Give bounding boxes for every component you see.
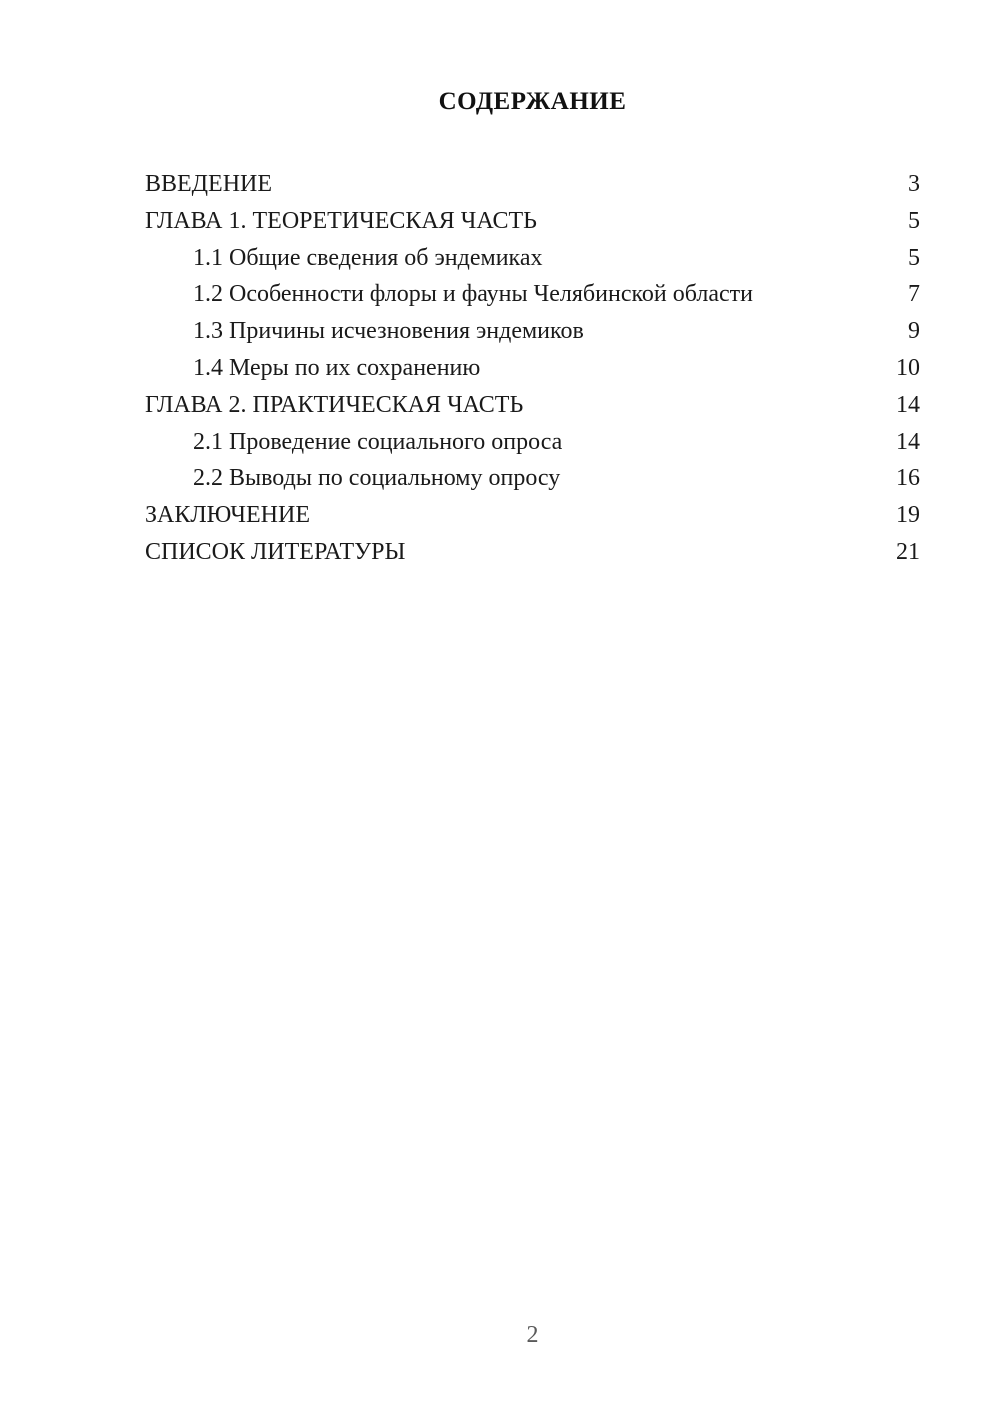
toc-entry-page-number: 10 <box>896 354 920 381</box>
toc-entry-label: 1.1 Общие сведения об эндемиках <box>193 244 543 271</box>
toc-entry <box>145 497 920 534</box>
toc-entry <box>145 387 920 424</box>
toc-entry <box>145 350 920 387</box>
toc-entry-label: 1.3 Причины исчезновения эндемиков <box>193 318 584 345</box>
toc-entry-page-number: 16 <box>896 465 920 492</box>
toc-entry-page-number: 21 <box>896 538 920 565</box>
toc-entry-page-number: 14 <box>896 391 920 418</box>
toc-entry-label: ГЛАВА 1. ТЕОРЕТИЧЕСКАЯ ЧАСТЬ <box>145 207 537 234</box>
toc-entry-page-number: 5 <box>908 244 920 271</box>
toc-entry-page-number: 3 <box>908 171 920 197</box>
page-title: СОДЕРЖАНИЕ <box>438 88 627 115</box>
toc-entry <box>145 424 920 461</box>
toc-entry-label: 2.1 Проведение социального опроса <box>193 428 563 455</box>
toc-entry <box>145 166 920 203</box>
toc-entry-page-number: 5 <box>908 207 920 234</box>
toc-entry <box>145 240 920 277</box>
toc-entry <box>145 534 920 571</box>
toc-entry <box>145 460 920 497</box>
toc-entry-label: СПИСОК ЛИТЕРАТУРЫ <box>145 538 406 565</box>
toc-entry-page-number: 9 <box>908 318 920 345</box>
toc-entry-page-number: 7 <box>908 281 920 308</box>
toc-entry-label: 2.2 Выводы по социальному опросу <box>193 465 561 492</box>
toc-list <box>145 166 920 571</box>
footer-page-number: 2 <box>526 1322 539 1348</box>
toc-entry <box>145 203 920 240</box>
toc-entry <box>145 313 920 350</box>
toc-entry-label: 1.2 Особенности флоры и фауны Челябинской области <box>193 281 753 308</box>
toc-entry <box>145 276 920 313</box>
toc-entry-label: 1.4 Меры по их сохранению <box>193 354 481 381</box>
toc-entry-label: ВВЕДЕНИЕ <box>145 171 273 197</box>
toc-entry-page-number: 14 <box>896 428 920 455</box>
toc-entry-label: ЗАКЛЮЧЕНИЕ <box>145 502 310 529</box>
toc-entry-page-number: 19 <box>896 502 920 529</box>
toc-entry-label: ГЛАВА 2. ПРАКТИЧЕСКАЯ ЧАСТЬ <box>145 391 524 418</box>
